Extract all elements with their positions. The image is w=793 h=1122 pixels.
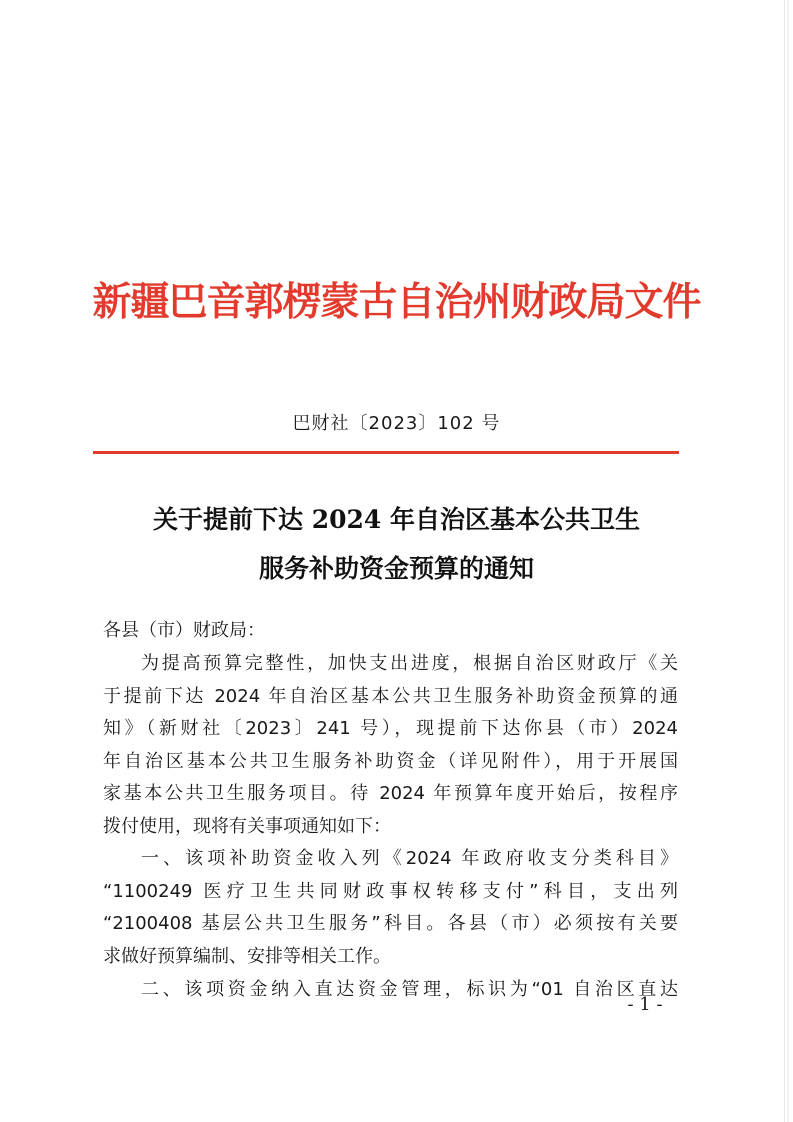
body-line: 一、该项补助资金收入列《2024 年政府收支分类科目》 — [141, 848, 678, 869]
body-line: “2100408 基层公共卫生服务”科目。各县（市）必须按有关要 — [103, 913, 678, 934]
scan-edge — [787, 0, 789, 1122]
body-line: 求做好预算编制、安排等相关工作。 — [103, 946, 391, 967]
salutation: 各县（市）财政局： — [103, 620, 265, 641]
body-line: 家基本公共卫生服务项目。待 2024 年预算年度开始后，按程序 — [103, 783, 678, 804]
body-line: 为提高预算完整性，加快支出进度，根据自治区财政厅《关 — [141, 653, 678, 674]
body-line: 二、该项资金纳入直达资金管理，标识为“01 自治区直达 — [141, 979, 678, 1000]
body-line: “1100249 医疗卫生共同财政事权转移支付”科目，支出列 — [103, 881, 678, 902]
body-line: 于提前下达 2024 年自治区基本公共卫生服务补助资金预算的通 — [103, 686, 678, 707]
document-title-line-1: 关于提前下达 2024 年自治区基本公共卫生 — [153, 505, 640, 534]
body-line: 年自治区基本公共卫生服务补助资金（详见附件），用于开展国 — [103, 751, 678, 772]
red-separator-rule — [93, 451, 679, 454]
document-number: 巴财社〔2023〕102 号 — [292, 413, 501, 434]
issuer-header-title: 新疆巴音郭楞蒙古自治州财政局文件 — [92, 279, 701, 325]
body-line: 知》（新财社〔2023〕241 号），现提前下达你县（市）2024 — [103, 718, 678, 739]
page-number: - 1 - — [627, 994, 663, 1015]
scan-edge — [784, 0, 785, 1122]
document-title-line-2: 服务补助资金预算的通知 — [258, 554, 534, 583]
body-line: 拨付使用，现将有关事项通知如下： — [103, 816, 391, 837]
